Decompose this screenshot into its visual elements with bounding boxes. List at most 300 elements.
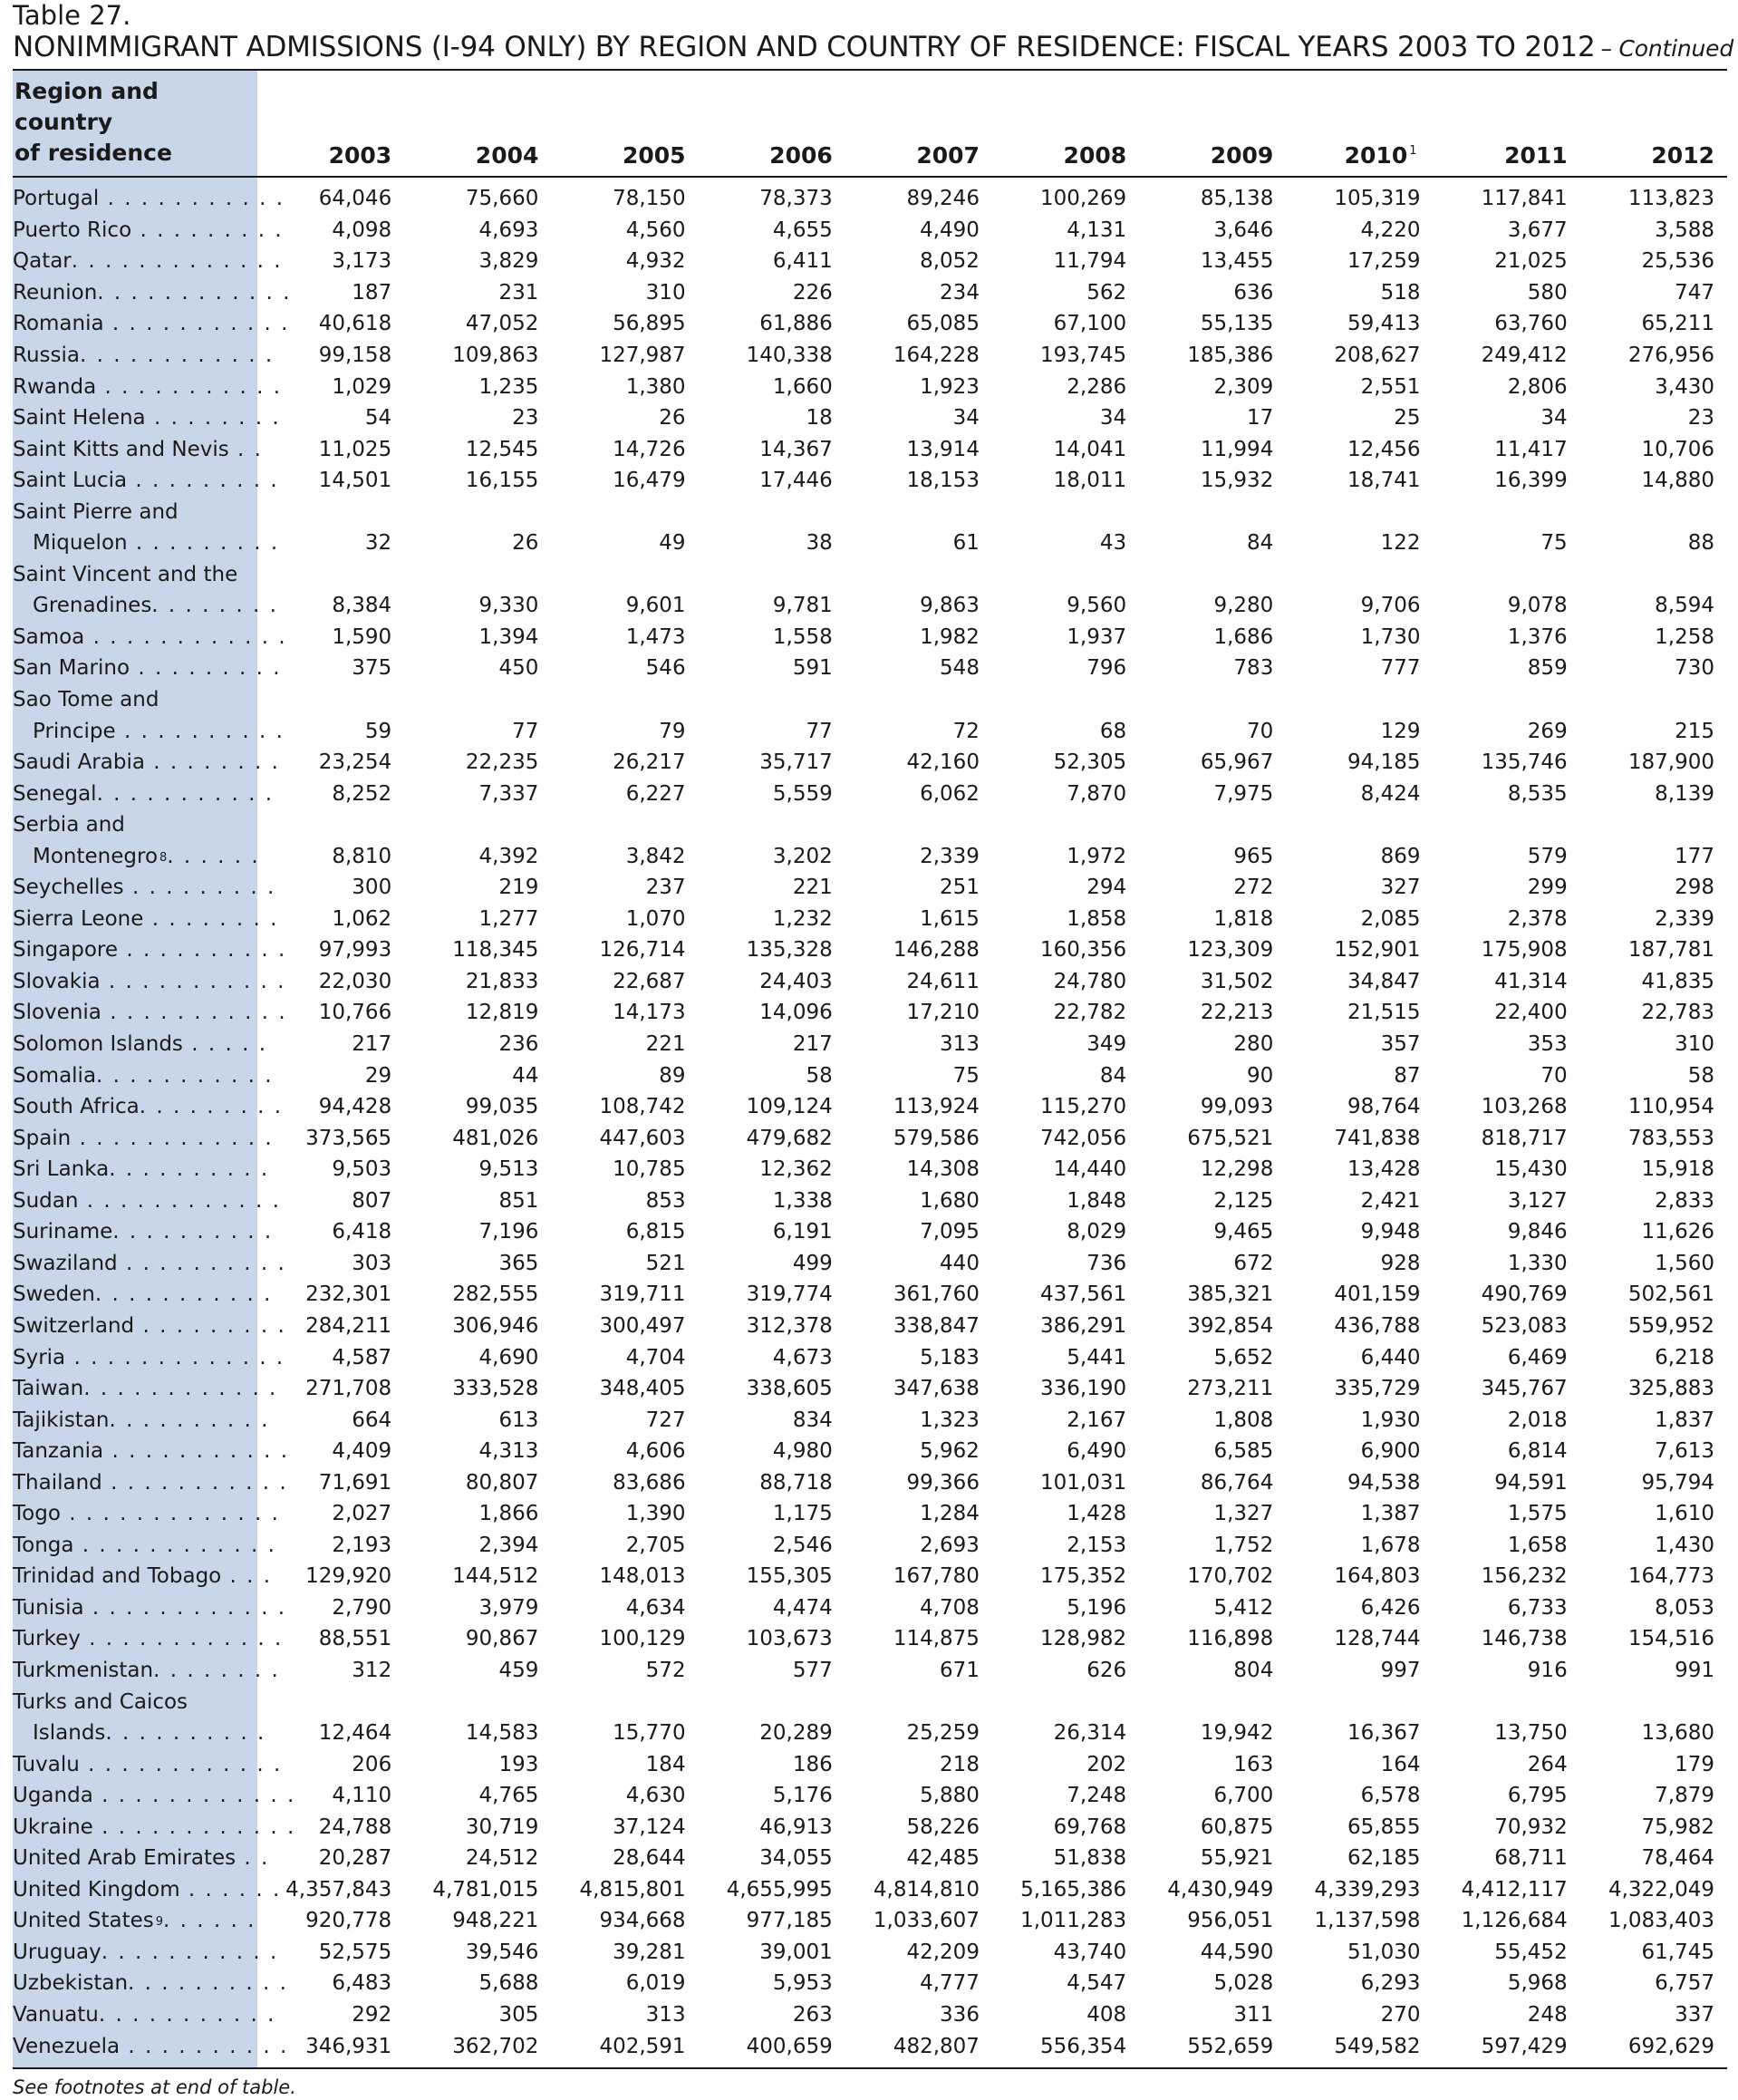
value-cell-2003: 4,409 xyxy=(332,1439,392,1464)
country-name: Slovenia xyxy=(13,1001,101,1025)
value-cell-2008: 43 xyxy=(1099,531,1127,556)
table-body xyxy=(13,177,1727,2067)
country-name-wrap xyxy=(13,1815,295,1839)
value-cell-2008: 349 xyxy=(1086,1032,1127,1057)
country-cell xyxy=(13,246,283,277)
country-name-wrap xyxy=(13,218,284,242)
value-cell-2009: 22,213 xyxy=(1200,1001,1274,1025)
value-cell-2005 xyxy=(551,496,698,527)
value-cell-2005: 39,281 xyxy=(613,1940,686,1964)
value-cell-2003: 1,062 xyxy=(332,906,392,931)
value-cell-2003: 807 xyxy=(352,1188,392,1213)
table-row xyxy=(13,1029,1727,1060)
value-cell-2009: 12,298 xyxy=(1200,1157,1274,1182)
value-cell-2009: 15,932 xyxy=(1200,469,1274,493)
value-cell-2005: 313 xyxy=(645,2002,686,2027)
value-cell-2003: 6,418 xyxy=(332,1220,392,1244)
value-cell-2012: 6,757 xyxy=(1655,1971,1714,1996)
value-cell-2005: 2,705 xyxy=(625,1533,686,1557)
country-cell xyxy=(13,177,285,215)
country-name: Islands xyxy=(33,1721,106,1746)
value-cell-2008: 1,848 xyxy=(1067,1188,1127,1213)
value-cell-2009: 85,138 xyxy=(1200,187,1274,211)
country-cell xyxy=(13,1874,282,1906)
country-cell xyxy=(13,465,279,497)
value-cell-2011: 299 xyxy=(1527,876,1568,900)
value-cell-2012: 10,706 xyxy=(1641,437,1714,461)
value-cell-2006: 3,202 xyxy=(772,844,833,868)
value-cell-2003: 97,993 xyxy=(318,938,392,963)
value-cell-2009: 385,321 xyxy=(1187,1282,1274,1307)
value-cell-2006: 18 xyxy=(806,406,833,431)
value-cell-2004: 12,545 xyxy=(465,437,539,461)
value-cell-2005: 1,380 xyxy=(625,374,686,399)
table-row xyxy=(13,1311,1727,1342)
value-cell-2008 xyxy=(992,496,1139,527)
value-cell-2012: 1,430 xyxy=(1655,1533,1714,1557)
table-row xyxy=(13,1843,1727,1874)
country-name-wrap xyxy=(13,1314,286,1338)
leader-dots: . . . . . . . . . . . . xyxy=(78,1188,281,1213)
value-cell-2008: 128,982 xyxy=(1040,1627,1127,1651)
value-cell-2009: 273,211 xyxy=(1187,1377,1274,1401)
year-header-2012 xyxy=(1580,71,1727,177)
leader-dots: . . . . . . . . . . . . . xyxy=(60,1502,280,1526)
country-cell xyxy=(13,715,285,747)
leader-dots: . . . . . . . . xyxy=(145,406,281,431)
value-cell-2004: 118,345 xyxy=(452,938,539,963)
table-row xyxy=(13,840,1727,872)
value-cell-2011: 4,412,117 xyxy=(1461,1877,1568,1902)
year-header-2004 xyxy=(404,71,551,177)
value-cell-2009: 90 xyxy=(1247,1063,1274,1088)
country-name: Saint Lucia xyxy=(13,469,128,493)
value-cell-2007: 234 xyxy=(940,280,980,305)
value-cell-2011: 94,591 xyxy=(1494,1470,1568,1495)
value-cell-2010: 25 xyxy=(1394,406,1421,431)
country-cell xyxy=(13,1592,287,1624)
value-cell-2012: 177 xyxy=(1675,844,1714,868)
country-name: Sweden xyxy=(13,1282,95,1307)
country-name: Taiwan xyxy=(13,1377,84,1401)
value-cell-2012 xyxy=(1580,1686,1727,1718)
table-row xyxy=(13,496,1727,527)
value-cell-2012: 110,954 xyxy=(1627,1095,1714,1119)
value-cell-2009: 17 xyxy=(1247,406,1274,431)
value-cell-2007: 42,160 xyxy=(906,750,980,775)
value-cell-2006: 319,774 xyxy=(746,1282,833,1307)
country-cell xyxy=(13,1466,288,1498)
value-cell-2009: 70 xyxy=(1247,719,1274,743)
value-cell-2005: 6,019 xyxy=(625,1971,686,1996)
leader-dots: . . . . . . . . . xyxy=(127,469,279,493)
value-cell-2004: 9,330 xyxy=(478,594,539,618)
value-cell-2006: 4,673 xyxy=(772,1345,833,1369)
value-cell-2006: 1,175 xyxy=(772,1502,833,1526)
value-cell-2009: 9,280 xyxy=(1213,594,1274,618)
value-cell-2004: 2,394 xyxy=(478,1533,539,1557)
value-cell-2006: 5,953 xyxy=(772,1971,833,1996)
value-cell-2007: 114,875 xyxy=(893,1627,980,1651)
leader-dots: . . . . . . . . xyxy=(151,594,278,618)
country-cell xyxy=(13,527,280,559)
value-cell-2011: 175,908 xyxy=(1481,938,1568,963)
value-cell-2005: 100,129 xyxy=(599,1627,686,1651)
value-cell-2007: 99,366 xyxy=(906,1470,980,1495)
country-name-wrap xyxy=(13,938,286,962)
year-header-2007 xyxy=(845,71,992,177)
value-cell-2008: 26,314 xyxy=(1053,1721,1127,1746)
value-cell-2011: 70,932 xyxy=(1494,1815,1568,1839)
leader-dots: . . . . . . . . . . . . xyxy=(83,1595,287,1620)
value-cell-2007: 1,615 xyxy=(920,906,980,931)
country-name-wrap xyxy=(13,813,125,837)
table-row xyxy=(13,1185,1727,1217)
leader-dots: . . xyxy=(236,1846,270,1871)
country-cell xyxy=(13,1999,276,2031)
value-cell-2007: 75 xyxy=(952,1063,980,1088)
value-cell-2010: 2,085 xyxy=(1360,906,1421,931)
table-row xyxy=(13,1530,1727,1562)
leader-dots: . . . . . . . . . xyxy=(131,218,284,242)
leader-dots: . . . . . . . . . xyxy=(127,531,280,556)
value-cell-2006 xyxy=(699,496,845,527)
value-cell-2007: 1,982 xyxy=(920,624,980,649)
country-cell xyxy=(13,1122,274,1154)
country-name: Samoa xyxy=(13,624,85,649)
value-cell-2003: 2,790 xyxy=(332,1595,392,1620)
table-row xyxy=(13,715,1727,747)
value-cell-2005: 78,150 xyxy=(613,187,686,211)
country-name-wrap xyxy=(13,750,280,774)
value-cell-2007: 1,033,607 xyxy=(873,1909,980,1933)
value-cell-2004: 193 xyxy=(498,1752,539,1776)
value-cell-2011: 818,717 xyxy=(1481,1126,1568,1150)
value-cell-2005: 1,070 xyxy=(625,906,686,931)
leader-dots: . . . . . . . . . . xyxy=(117,1251,286,1275)
value-cell-2006: 834 xyxy=(792,1408,833,1432)
year-header-2003 xyxy=(257,71,404,177)
value-cell-2003: 8,384 xyxy=(332,594,392,618)
year-header-label: 2007 xyxy=(916,142,980,169)
value-cell-2009: 280 xyxy=(1233,1032,1274,1057)
value-cell-2011: 63,760 xyxy=(1494,312,1568,336)
value-cell-2010: 997 xyxy=(1380,1658,1421,1682)
country-name: Spain xyxy=(13,1126,72,1150)
value-cell-2012 xyxy=(1580,559,1727,591)
country-cell xyxy=(13,809,257,841)
country-name: United Kingdom xyxy=(13,1877,180,1902)
country-name: Trinidad and Tobago xyxy=(13,1564,222,1589)
leader-dots: . . . . . . . . . . . xyxy=(96,781,275,806)
leader-dots: . . . . . . xyxy=(167,844,260,868)
value-cell-2006: 12,362 xyxy=(759,1157,833,1182)
value-cell-2004: 14,583 xyxy=(465,1721,539,1746)
value-cell-2009: 804 xyxy=(1233,1658,1274,1682)
value-cell-2004: 481,026 xyxy=(452,1126,539,1150)
year-header-2009 xyxy=(1139,71,1286,177)
value-cell-2004: 459 xyxy=(498,1658,539,1682)
value-cell-2005: 4,704 xyxy=(625,1345,686,1369)
value-cell-2003: 88,551 xyxy=(318,1627,392,1651)
value-cell-2006: 5,559 xyxy=(772,781,833,806)
value-cell-2004: 1,394 xyxy=(478,624,539,649)
value-cell-2006: 109,124 xyxy=(746,1095,833,1119)
value-cell-2003: 24,788 xyxy=(318,1815,392,1839)
value-cell-2003: 300 xyxy=(352,876,392,900)
value-cell-2010: 59,413 xyxy=(1347,312,1421,336)
table-row xyxy=(13,622,1727,653)
value-cell-2004: 306,946 xyxy=(452,1313,539,1338)
country-name: Puerto Rico xyxy=(13,218,132,242)
value-cell-2010: 436,788 xyxy=(1334,1313,1421,1338)
value-cell-2008: 84 xyxy=(1099,1063,1127,1088)
value-cell-2009: 163 xyxy=(1233,1752,1274,1776)
value-cell-2010: 18,741 xyxy=(1347,469,1421,493)
value-cell-2012: 113,823 xyxy=(1627,187,1714,211)
country-name-wrap xyxy=(13,1659,280,1682)
value-cell-2012: 2,339 xyxy=(1655,906,1714,931)
leader-dots: . . . . . xyxy=(182,1032,268,1057)
value-cell-2012: 692,629 xyxy=(1627,2034,1714,2058)
leader-dots: . . . xyxy=(221,1564,273,1589)
value-cell-2012: 6,218 xyxy=(1655,1345,1714,1369)
value-cell-2005: 1,473 xyxy=(625,624,686,649)
value-cell-2007: 4,708 xyxy=(920,1595,980,1620)
value-cell-2008: 294 xyxy=(1086,876,1127,900)
country-name: Saint Kitts and Nevis xyxy=(13,437,229,461)
value-cell-2009: 552,659 xyxy=(1187,2034,1274,2058)
value-cell-2008: 2,167 xyxy=(1067,1408,1127,1432)
country-name-wrap xyxy=(13,720,285,743)
country-cell xyxy=(13,590,278,622)
value-cell-2011: 70 xyxy=(1540,1063,1568,1088)
value-cell-2010: 335,729 xyxy=(1334,1377,1421,1401)
table-row xyxy=(13,1686,1727,1718)
value-cell-2007: 8,052 xyxy=(920,249,980,274)
value-cell-2003: 3,173 xyxy=(332,249,392,274)
country-name: Ukraine xyxy=(13,1815,93,1839)
value-cell-2003: 375 xyxy=(352,656,392,681)
country-cell xyxy=(13,1623,284,1655)
country-cell xyxy=(13,840,260,872)
value-cell-2008: 18,011 xyxy=(1053,469,1127,493)
country-name: Tonga xyxy=(13,1533,74,1557)
value-cell-2007: 9,863 xyxy=(920,594,980,618)
value-cell-2011: 11,417 xyxy=(1494,437,1568,461)
country-name-wrap xyxy=(13,1534,276,1557)
value-cell-2005: 28,644 xyxy=(613,1846,686,1871)
value-cell-2011: 75 xyxy=(1540,531,1568,556)
country-cell xyxy=(13,1905,257,1937)
value-cell-2010: 94,538 xyxy=(1347,1470,1421,1495)
value-cell-2009: 2,125 xyxy=(1213,1188,1274,1213)
table-row xyxy=(13,1436,1727,1467)
value-cell-2010: 87 xyxy=(1394,1063,1421,1088)
table-header-row xyxy=(13,71,1727,177)
country-name-wrap xyxy=(13,1408,269,1432)
value-cell-2007: 336 xyxy=(940,2002,980,2027)
value-cell-2004: 23 xyxy=(512,406,539,431)
country-name: Uzbekistan xyxy=(13,1971,129,1996)
value-cell-2009: 4,430,949 xyxy=(1167,1877,1274,1902)
country-cell xyxy=(13,308,290,340)
value-cell-2008: 115,270 xyxy=(1040,1095,1127,1119)
country-name-wrap xyxy=(13,625,287,649)
value-cell-2004: 851 xyxy=(498,1188,539,1213)
country-name-wrap xyxy=(13,2035,288,2058)
value-cell-2008: 43,740 xyxy=(1053,1940,1127,1964)
value-cell-2006: 24,403 xyxy=(759,969,833,993)
leader-dots: . . . . . . . . . . xyxy=(109,1408,270,1432)
country-name-wrap xyxy=(13,1346,285,1369)
value-cell-2012: 78,464 xyxy=(1641,1846,1714,1871)
value-cell-2006: 38 xyxy=(806,531,833,556)
value-cell-2008: 5,196 xyxy=(1067,1595,1127,1620)
leader-dots: . . . . . . . . . . . xyxy=(103,312,290,336)
value-cell-2005 xyxy=(551,1686,698,1718)
value-cell-2004: 231 xyxy=(498,280,539,305)
value-cell-2010: 21,515 xyxy=(1347,1001,1421,1025)
country-name-wrap xyxy=(13,1439,289,1463)
value-cell-2005: 37,124 xyxy=(613,1815,686,1839)
value-cell-2011: 916 xyxy=(1527,1658,1568,1682)
country-footnote-marker: 8 xyxy=(159,850,168,865)
value-cell-2006: 4,980 xyxy=(772,1439,833,1464)
leader-dots: . . . . . . . . . . . . xyxy=(92,1815,296,1839)
value-cell-2012: 298 xyxy=(1675,876,1714,900)
value-cell-2009: 44,590 xyxy=(1200,1940,1274,1964)
table-row xyxy=(13,1592,1727,1624)
value-cell-2007: 440 xyxy=(940,1251,980,1275)
table-number: Table 27. xyxy=(13,0,131,31)
value-cell-2006: 186 xyxy=(792,1752,833,1776)
value-cell-2007: 42,209 xyxy=(906,1940,980,1964)
country-name: Somalia xyxy=(13,1063,97,1088)
value-cell-2003: 32 xyxy=(364,531,392,556)
value-cell-2008: 1,972 xyxy=(1067,844,1127,868)
country-name-wrap xyxy=(13,406,281,430)
value-cell-2005: 4,634 xyxy=(625,1595,686,1620)
country-name: Tunisia xyxy=(13,1595,84,1620)
country-cell xyxy=(13,371,283,402)
value-cell-2003: 284,211 xyxy=(305,1313,392,1338)
value-cell-2003 xyxy=(257,809,404,841)
value-cell-2012: 3,588 xyxy=(1655,218,1714,242)
value-cell-2010: 6,578 xyxy=(1360,1784,1421,1808)
value-cell-2005: 56,895 xyxy=(613,312,686,336)
value-cell-2009: 9,465 xyxy=(1213,1220,1274,1244)
country-cell xyxy=(13,340,275,372)
country-cell xyxy=(13,1811,296,1843)
value-cell-2012: 15,918 xyxy=(1641,1157,1714,1182)
value-cell-2012: 75,982 xyxy=(1641,1815,1714,1839)
value-cell-2009: 123,309 xyxy=(1187,938,1274,963)
value-cell-2005: 348,405 xyxy=(599,1377,686,1401)
value-cell-2004: 3,979 xyxy=(478,1595,539,1620)
value-cell-2007: 89,246 xyxy=(906,187,980,211)
value-cell-2011: 6,733 xyxy=(1507,1595,1568,1620)
country-cell xyxy=(13,1498,280,1530)
country-name-wrap xyxy=(13,876,275,899)
table-row xyxy=(13,1341,1727,1373)
country-cell xyxy=(13,1655,280,1687)
value-cell-2009: 1,808 xyxy=(1213,1408,1274,1432)
table-row xyxy=(13,904,1727,935)
leader-dots: . . . . . . . . . . . xyxy=(101,1940,279,1964)
country-name: United Arab Emirates xyxy=(13,1846,237,1871)
value-cell-2012: 8,053 xyxy=(1655,1595,1714,1620)
leader-dots: . . . . . . . . . xyxy=(130,656,282,681)
value-cell-2004: 12,819 xyxy=(465,1001,539,1025)
country-cell xyxy=(13,747,280,779)
value-cell-2006: 4,655 xyxy=(772,218,833,242)
table-row xyxy=(13,433,1727,465)
value-cell-2004: 219 xyxy=(498,876,539,900)
country-name-wrap xyxy=(13,1032,267,1056)
country-name: Tanzania xyxy=(13,1439,104,1464)
value-cell-2007: 4,814,810 xyxy=(873,1877,980,1902)
value-cell-2005: 22,687 xyxy=(613,969,686,993)
value-cell-2012: 8,139 xyxy=(1655,781,1714,806)
country-name-wrap xyxy=(13,1940,278,1964)
value-cell-2009: 1,686 xyxy=(1213,624,1274,649)
value-cell-2012: 154,516 xyxy=(1627,1627,1714,1651)
value-cell-2006: 2,546 xyxy=(772,1533,833,1557)
value-cell-2008: 5,165,386 xyxy=(1020,1877,1127,1902)
year-footnote-marker: 1 xyxy=(1409,144,1417,158)
value-cell-2008: 1,858 xyxy=(1067,906,1127,931)
value-cell-2006: 5,176 xyxy=(772,1784,833,1808)
value-cell-2008: 202 xyxy=(1086,1752,1127,1776)
value-cell-2006: 34,055 xyxy=(759,1846,833,1871)
value-cell-2006: 1,232 xyxy=(772,906,833,931)
value-cell-2004: 5,688 xyxy=(478,1971,539,1996)
value-cell-2009 xyxy=(1139,559,1286,591)
value-cell-2004: 4,693 xyxy=(478,218,539,242)
value-cell-2005: 853 xyxy=(645,1188,686,1213)
table-row xyxy=(13,1999,1727,2031)
value-cell-2003: 8,810 xyxy=(332,844,392,868)
country-name: Saint Pierre and xyxy=(13,499,179,524)
value-cell-2007: 7,095 xyxy=(920,1220,980,1244)
value-cell-2012: 41,835 xyxy=(1641,969,1714,993)
value-cell-2011: 269 xyxy=(1527,719,1568,743)
value-cell-2010: 357 xyxy=(1380,1032,1421,1057)
country-name-wrap xyxy=(13,1596,286,1620)
country-name-wrap xyxy=(13,1846,269,1870)
value-cell-2008: 4,547 xyxy=(1067,1971,1127,1996)
value-cell-2008: 193,745 xyxy=(1040,344,1127,367)
country-name-wrap xyxy=(13,907,278,931)
value-cell-2010: 34,847 xyxy=(1347,969,1421,993)
value-cell-2006 xyxy=(699,809,845,841)
country-cell xyxy=(13,1185,281,1217)
year-header-label: 2011 xyxy=(1504,142,1568,169)
value-cell-2003: 920,778 xyxy=(305,1909,392,1933)
value-cell-2008: 52,305 xyxy=(1053,750,1127,775)
value-cell-2010: 1,387 xyxy=(1360,1502,1421,1526)
value-cell-2004: 47,052 xyxy=(465,312,539,336)
value-cell-2008: 6,490 xyxy=(1067,1439,1127,1464)
country-cell xyxy=(13,1311,286,1342)
value-cell-2009: 2,309 xyxy=(1213,374,1274,399)
country-name-wrap xyxy=(13,1971,288,1995)
value-cell-2011: 15,430 xyxy=(1494,1157,1568,1182)
value-cell-2003: 14,501 xyxy=(318,469,392,493)
country-name-wrap xyxy=(13,1095,283,1118)
value-cell-2006: 6,191 xyxy=(772,1220,833,1244)
